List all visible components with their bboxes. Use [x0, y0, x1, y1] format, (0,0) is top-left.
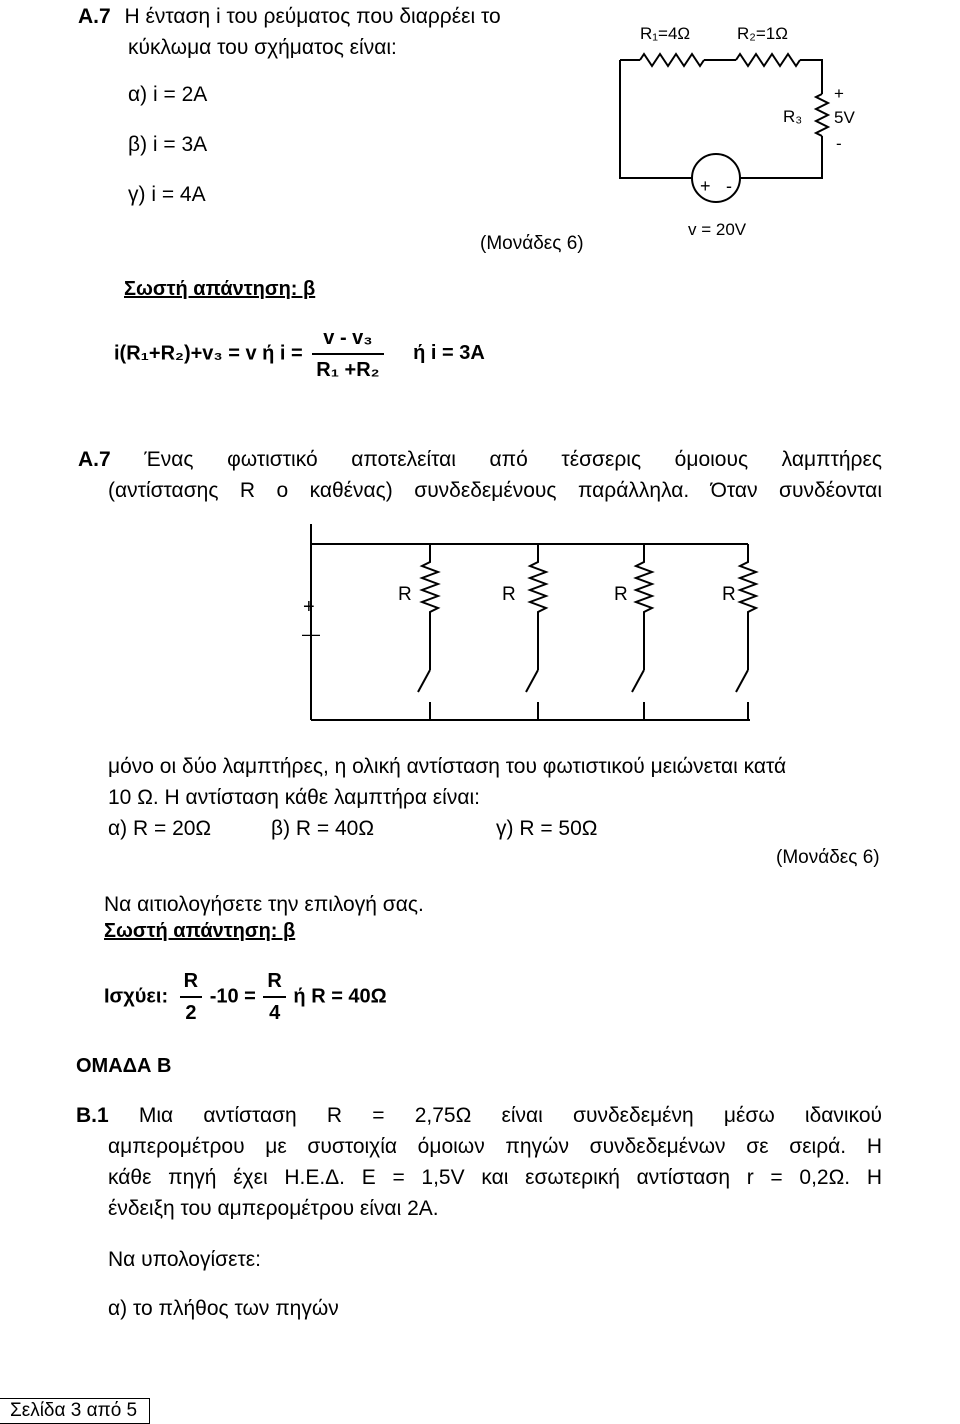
- page-footer: [0, 1398, 960, 1423]
- b1-number: Β.1: [76, 1104, 109, 1127]
- q1-eq-left: i(R₁+R₂)+v₃ = v ή i =: [114, 342, 303, 365]
- q1-text-line1: Η ένταση i του ρεύματος που διαρρέει το: [124, 5, 501, 28]
- q2-text-line4: 10 Ω. Η αντίσταση κάθε λαμπτήρα είναι:: [108, 786, 480, 809]
- q1-option-a: α) i = 2A: [128, 83, 208, 106]
- c1-r3-voltage: 5V: [834, 108, 855, 127]
- c1-wire-right-bottom: [740, 136, 822, 178]
- c1-wire-top-right: [800, 60, 822, 94]
- q2-text-line2: (αντίστασης R ο καθένας) συνδεδεμένους παράλληλα. Όταν συνδέονται: [108, 479, 882, 502]
- c2-branch-4: [736, 544, 756, 720]
- q2-option-b: β) R = 40Ω: [271, 817, 375, 840]
- q1-frac-den: R₁ +R₂: [316, 359, 380, 381]
- b1-line1: [76, 1103, 882, 1129]
- q1-text-line2: κύκλωμα του σχήματος είναι:: [128, 36, 397, 59]
- q2-answer-label: Σωστή απάντηση: β: [104, 920, 296, 942]
- b1-calc: Να υπολογίσετε:: [108, 1248, 261, 1271]
- page-number: Σελίδα 3 από 5: [0, 1398, 150, 1424]
- c1-source-label: v = 20V: [688, 220, 747, 239]
- c2-branch-2: [526, 544, 546, 720]
- q2-eq-right: ή R = 40Ω: [293, 985, 387, 1008]
- c1-resistor-r1: [640, 54, 704, 66]
- c1-src-plus: +: [700, 176, 711, 196]
- c1-r3-minus: -: [836, 134, 842, 153]
- b1-text-line2: αμπερομέτρου με συστοιχία όμοιων πηγών συνδεδεμένων σε σειρά. Η: [108, 1135, 882, 1158]
- c2-label-r2: R: [502, 584, 516, 605]
- q2-f1-num: R: [180, 968, 202, 998]
- q2-f1-den: 2: [185, 1002, 197, 1024]
- b1-text-line3: κάθε πηγή έχει Η.Ε.Δ. Ε = 1,5V και εσωτερική αντίσταση r = 0,2Ω. Η: [108, 1166, 882, 1189]
- c2-branch-3: [632, 544, 652, 720]
- q2-option-c: γ) R = 50Ω: [496, 817, 598, 840]
- q2-eq-prefix: Ισχύει:: [104, 985, 169, 1008]
- b1-text-line1: Μια αντίσταση R = 2,75Ω είναι συνδεδεμένη μέσω ιδανικού: [138, 1104, 882, 1127]
- c2-source-minus: —: [302, 624, 320, 644]
- q1-answer-label: Σωστή απάντηση: β: [124, 278, 316, 300]
- q1-line1: [78, 4, 501, 30]
- q1-eq-right: ή i = 3A: [413, 342, 485, 365]
- q2-f2-den: 4: [269, 1002, 281, 1024]
- q2-line1: [78, 447, 882, 473]
- q1-equation: [114, 325, 485, 383]
- c1-src-minus: -: [726, 176, 732, 196]
- q2-points: (Μονάδες 6): [776, 847, 880, 868]
- q2-justify: Να αιτιολογήσετε την επιλογή σας.: [104, 893, 424, 916]
- q2-fraction-2: [263, 968, 285, 1026]
- c2-branch-1: [418, 544, 438, 720]
- q2-number: Α.7: [78, 448, 111, 471]
- c2-source-plus: +: [303, 596, 315, 618]
- q2-text-line3: μόνο οι δύο λαμπτήρες, η ολική αντίσταση του φωτιστικού μειώνεται κατά: [108, 755, 787, 778]
- c1-resistor-r3: [816, 94, 828, 136]
- q1-points: (Μονάδες 6): [480, 233, 584, 254]
- q1-fraction: [312, 325, 383, 383]
- c1-r1-label: R₁=4Ω: [640, 24, 691, 43]
- c1-r3-label: R₃: [783, 107, 803, 126]
- q2-fraction-1: [180, 968, 202, 1026]
- c1-r3-plus: +: [834, 84, 844, 103]
- q2-f2-num: R: [263, 968, 285, 998]
- c1-wire-left: [620, 60, 692, 178]
- b1-text-line4: ένδειξη του αμπερομέτρου είναι 2Α.: [108, 1197, 439, 1220]
- circuit-2-diagram: [300, 520, 770, 730]
- q1-option-b: β) i = 3A: [128, 133, 208, 156]
- q1-number: Α.7: [78, 5, 111, 28]
- c2-label-r3: R: [614, 584, 628, 605]
- q2-text-line1: Ένας φωτιστικό αποτελείται από τέσσερις όμοιους λαμπτήρες: [144, 448, 882, 471]
- b1-item-a: α) το πλήθος των πηγών: [108, 1297, 339, 1320]
- c1-r2-label: R₂=1Ω: [737, 24, 788, 43]
- c2-label-r4: R: [722, 584, 736, 605]
- q2-equation: [104, 968, 387, 1026]
- c1-resistor-r2: [736, 54, 800, 66]
- group-b-heading: ΟΜΑΔΑ Β: [76, 1055, 172, 1077]
- q2-option-a: α) R = 20Ω: [108, 817, 212, 840]
- q1-frac-num: v - v₃: [312, 325, 383, 355]
- q2-eq-mid: -10 =: [209, 985, 256, 1008]
- c2-label-r1: R: [398, 584, 412, 605]
- q1-option-c: γ) i = 4A: [128, 183, 206, 206]
